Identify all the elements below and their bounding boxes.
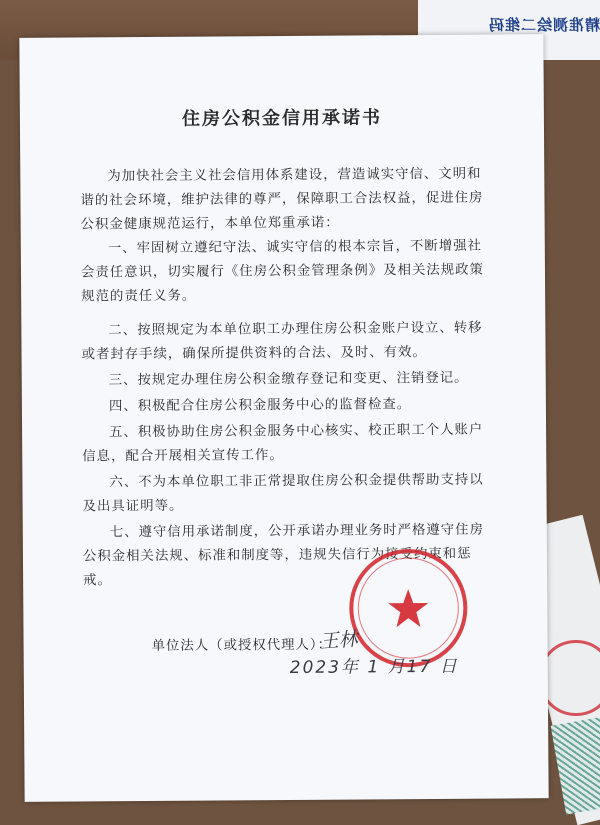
clause-5: 五、积极协助住房公积金服务中心核实、校正职工个人账户信息，配合开展相关宣传工作。 bbox=[82, 422, 484, 465]
clause-4: 四、积极配合住房公积金服务中心的监督检查。 bbox=[108, 397, 412, 415]
signature-label: 单位法人（或授权代理人）： bbox=[151, 637, 333, 654]
handwritten-signature: 王林 bbox=[318, 628, 359, 654]
background-tag-text: 精准测绘二维码 bbox=[487, 16, 600, 34]
seal-star-icon bbox=[388, 589, 428, 627]
intro-paragraph: 为加快社会主义社会信用体系建设，营造诚实守信、文明和谐的社会环境，维护法律的尊严，保障职工合法权益，促进住房公积金健康规范运行，本单位郑重承诺： bbox=[80, 166, 484, 233]
clause-2: 二、按照规定为本单位职工办理住房公积金账户设立、转移或者封存手续，确保所提供资料的合法、及时、有效。 bbox=[81, 320, 483, 363]
commitment-letter bbox=[19, 34, 548, 802]
clause-7: 七、遵守信用承诺制度，公开承诺办理业务时严格遵守住房公积金相关法规、标准和制度等，违规失信行为接受约束和惩戒。 bbox=[82, 522, 484, 589]
clause-1: 一、牢固树立遵纪守法、诚实守信的根本宗旨，不断增强社会责任意识，切实履行《住房公积金管理条例》及相关法规政策规范的责任义务。 bbox=[80, 238, 484, 305]
clause-3: 三、按规定办理住房公积金缴存登记和变更、注销登记。 bbox=[108, 370, 469, 389]
clause-6: 六、不为本单位职工非正常提取住房公积金提供帮助支持以及出具证明等。 bbox=[82, 472, 484, 515]
document-title: 住房公积金信用承诺书 bbox=[181, 107, 382, 130]
signing-date: 2023年 1 月17 日 bbox=[289, 656, 459, 678]
